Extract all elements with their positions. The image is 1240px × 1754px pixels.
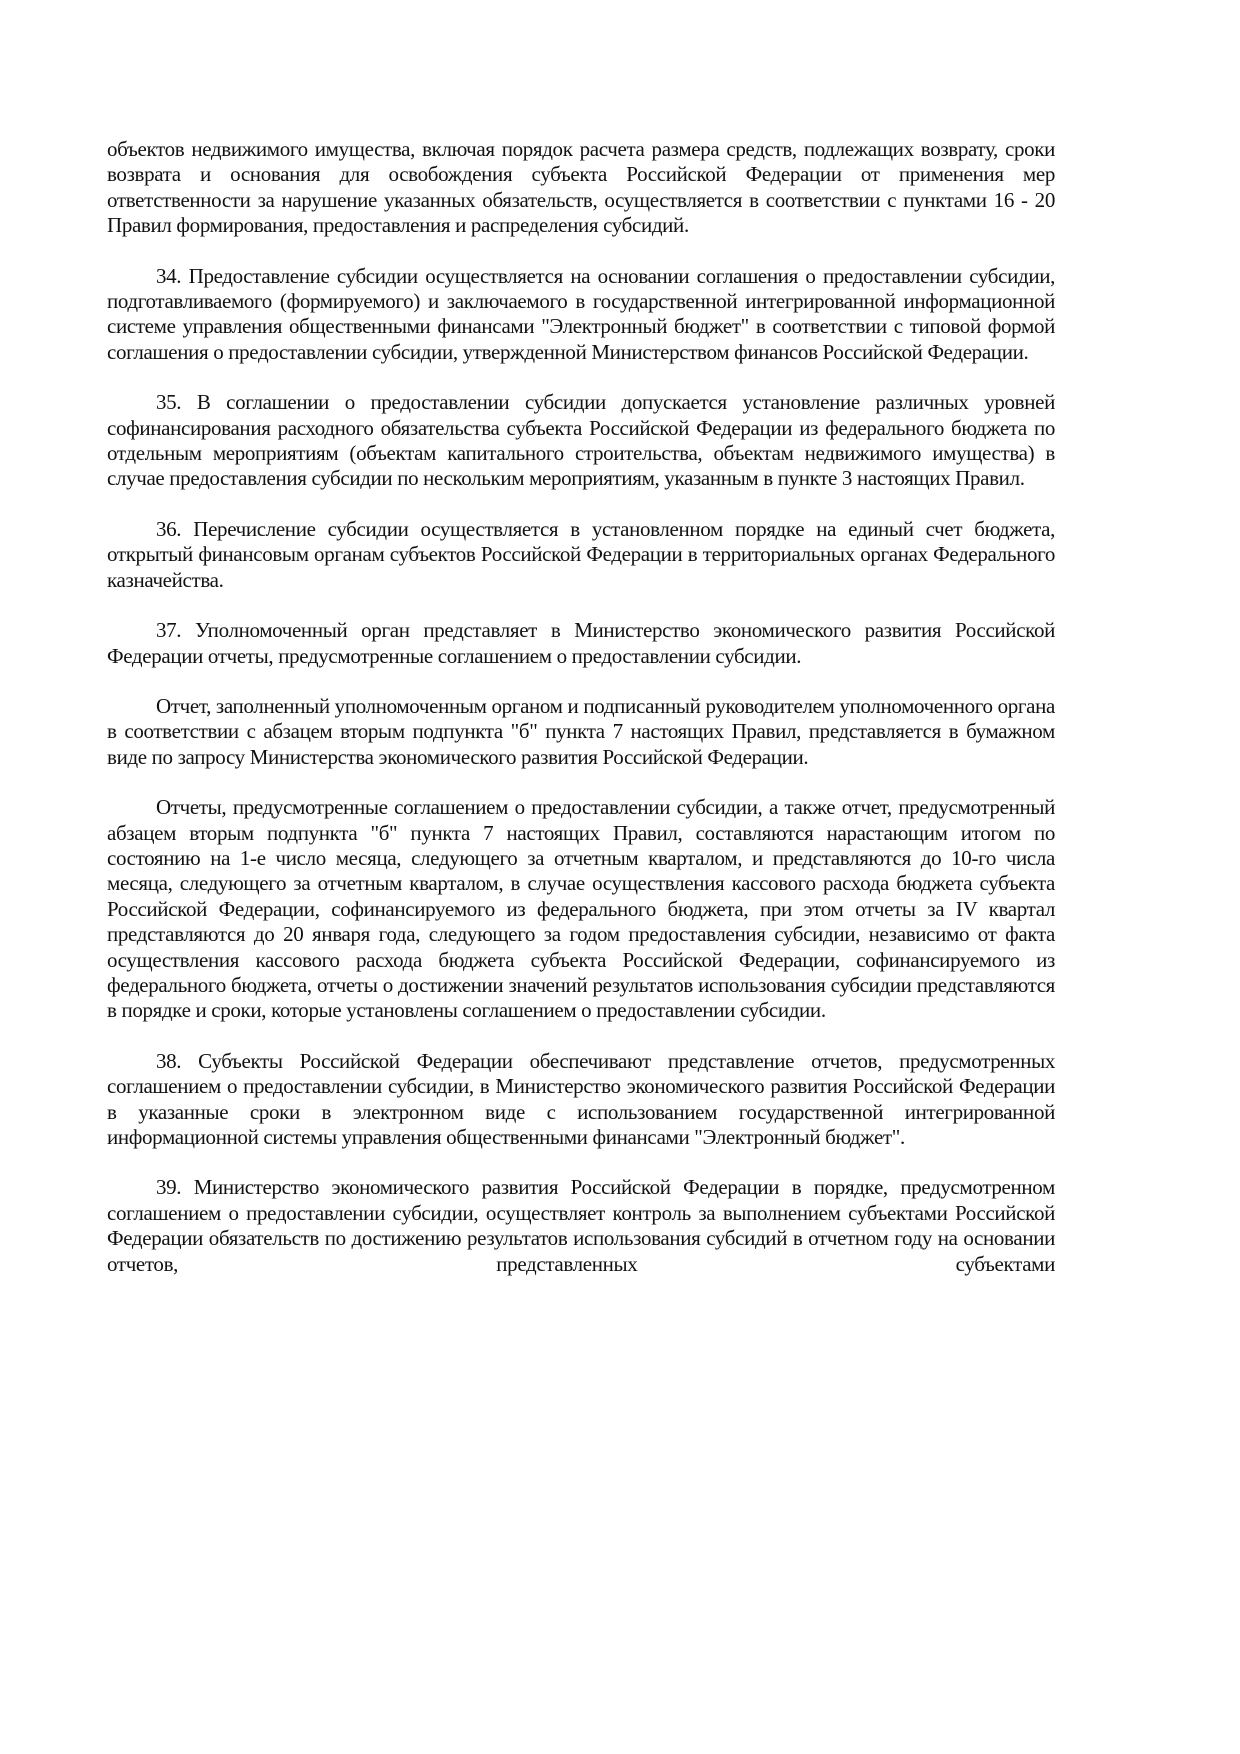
paragraph-34: 34. Предоставление субсидии осуществляется на основании соглашения о предоставлении субсидии, подготавливаемого (формируемого) и заключаемого в государственной интегрированной информационной системе управления общественными финансами "Электронный бюджет" в соответствии с типовой формой соглашения о предоставлении субсидии, утвержденной Министерством финансов Российской Федерации. bbox=[107, 263, 1055, 364]
paragraph-37-report: Отчет, заполненный уполномоченным органом и подписанный руководителем уполномоченного органа в соответствии с абзацем вторым подпункта "б" пункта 7 настоящих Правил, представляется в бумажном виде по запросу Министерства экономического развития Российской Федерации. bbox=[107, 693, 1055, 769]
paragraph-gap bbox=[107, 239, 1055, 264]
document-page bbox=[107, 137, 1055, 1277]
paragraph-39: 39. Министерство экономического развития Российской Федерации в порядке, предусмотренном соглашением о предоставлении субсидии, осуществляет контроль за выполнением субъектами Российской Федерации обязательств по достижению результатов использования субсидий в отчетном году на основании отчетов, представленных субъектами bbox=[107, 1175, 1055, 1276]
paragraph-35: 35. В соглашении о предоставлении субсидии допускается установление различных уровней софинансирования расходного обязательства субъекта Российской Федерации из федерального бюджета по отдельным мероприятиям (объектам капитального строительства, объектам недвижимого имущества) в случае предоставления субсидии по нескольким мероприятиям, указанным в пункте 3 настоящих Правил. bbox=[107, 390, 1055, 491]
paragraph-gap bbox=[107, 492, 1055, 517]
paragraph-38: 38. Субъекты Российской Федерации обеспечивают представление отчетов, предусмотренных соглашением о предоставлении субсидии, в Министерство экономического развития Российской Федерации в указанные сроки в электронном виде с использованием государственной интегрированной информационной системы управления общественными финансами "Электронный бюджет". bbox=[107, 1048, 1055, 1149]
paragraph-gap bbox=[107, 593, 1055, 618]
paragraph-36: 36. Перечисление субсидии осуществляется в установленном порядке на единый счет бюджета, открытый финансовым органам субъектов Российской Федерации в территориальных органах Федерального казначейства. bbox=[107, 516, 1055, 592]
paragraph-gap bbox=[107, 1024, 1055, 1049]
paragraph-gap bbox=[107, 365, 1055, 390]
paragraph-37-reports-schedule: Отчеты, предусмотренные соглашением о предоставлении субсидии, а также отчет, предусмотренный абзацем вторым подпункта "б" пункта 7 настоящих Правил, составляются нарастающим итогом по состоянию на 1-е число месяца, следующего за отчетным кварталом, и представляются до 10-го числа месяца, следующего за отчетным кварталом, в случае осуществления кассового расхода бюджета субъекта Российской Федерации, софинансируемого из федерального бюджета, при этом отчеты за IV квартал представляются до 20 января года, следующего за годом предоставления субсидии, независимо от факта осуществления кассового расхода бюджета субъекта Российской Федерации, софинансируемого из федерального бюджета, отчеты о достижении значений результатов использования субсидии представляются в порядке и сроки, которые установлены соглашением о предоставлении субсидии. bbox=[107, 795, 1055, 1023]
paragraph-33-continuation: объектов недвижимого имущества, включая порядок расчета размера средств, подлежащих возврату, сроки возврата и основания для освобождения субъекта Российской Федерации от применения мер ответственности за нарушение указанных обязательств, осуществляется в соответствии с пунктами 16 - 20 Правил формирования, предоставления и распределения субсидий. bbox=[107, 137, 1055, 238]
paragraph-gap bbox=[107, 669, 1055, 694]
paragraph-gap bbox=[107, 1150, 1055, 1175]
paragraph-37: 37. Уполномоченный орган представляет в Министерство экономического развития Российской Федерации отчеты, предусмотренные соглашением о предоставлении субсидии. bbox=[107, 618, 1055, 668]
paragraph-gap bbox=[107, 770, 1055, 795]
